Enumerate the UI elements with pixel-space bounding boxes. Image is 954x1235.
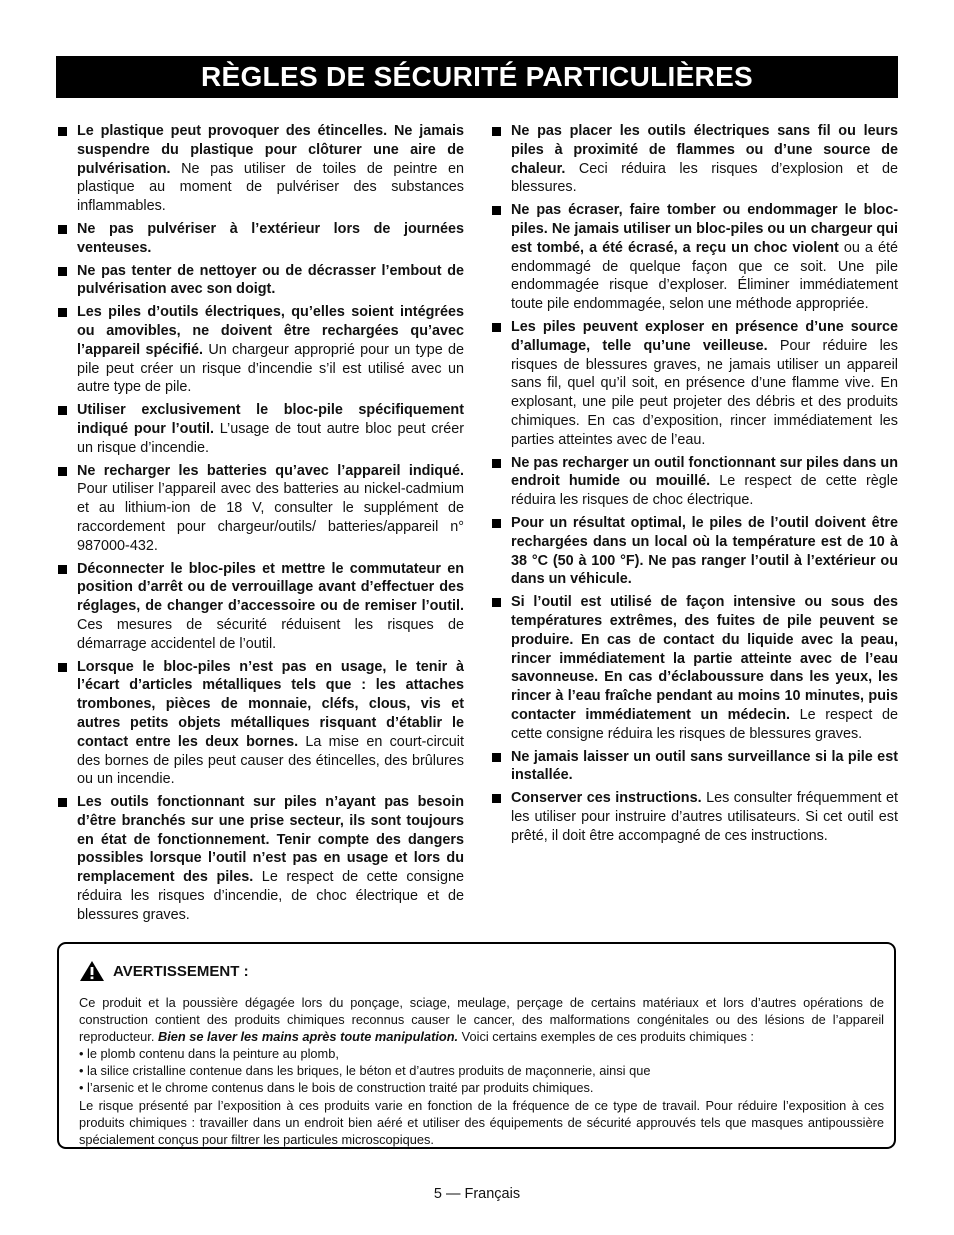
- safety-rule: [56, 560, 464, 654]
- rule-bold-text: Pour un résultat optimal, le piles de l’outil doivent être rechargées dans un local où la température est de 10 à 38 °C (50 à 100 °F). Ne pas ranger l’outil à l’extérieur ou dans un véhicule.: [511, 514, 898, 588]
- warning-title: AVERTISSEMENT :: [113, 962, 249, 980]
- square-bullet-icon: [492, 459, 501, 468]
- safety-rule: [490, 593, 898, 743]
- safety-rule: [56, 262, 464, 300]
- square-bullet-icon: [58, 663, 67, 672]
- rule-bold-text: Ne jamais laisser un outil sans surveillance si la pile est installée.: [511, 748, 898, 784]
- rule-text: Le respect de cette consigne réduira les risques d’incendie, de choc électrique et de blessures graves.: [77, 869, 464, 923]
- square-bullet-icon: [58, 565, 67, 574]
- left-column: [56, 122, 464, 929]
- rule-bold-text: Ne pas tenter de nettoyer ou de décrasser l’embout de pulvérisation avec son doigt.: [77, 262, 464, 298]
- warning-intro: [79, 994, 884, 1045]
- warning-emphasis: Bien se laver les mains après toute manipulation.: [157, 1029, 459, 1045]
- rule-bold-text: Si l’outil est utilisé de façon intensive ou sous des températures extrêmes, des fuites de pile peuvent se produire. En cas de contact du liquide avec la peau, rincer immédiatement la partie atteinte avec de l’eau savonneuse. En cas d’éclaboussure dans les yeux, les rincer à l’eau fraîche pendant au moins 10 minutes, puis contacter immédiatement un médecin.: [511, 594, 898, 723]
- warning-body: [79, 994, 884, 1148]
- rule-bold-text: Les outils fonctionnant sur piles n’ayant pas besoin d’être branchés sur une prise secteur, ils sont toujours en état de fonctionnement. Tenir compte des dangers possibles lorsque l’outil n’est pas en usage et lors du remplacement des piles.: [77, 794, 464, 886]
- page-number: 5 — Français: [433, 1186, 521, 1202]
- safety-rule: [490, 454, 898, 510]
- safety-rule: [490, 748, 898, 786]
- warning-list-item: • la silice cristalline contenue dans les briques, le béton et d’autres produits de maçonnerie, ainsi que: [79, 1063, 651, 1079]
- square-bullet-icon: [58, 127, 67, 136]
- square-bullet-icon: [58, 308, 67, 317]
- square-bullet-icon: [58, 467, 67, 476]
- safety-rule: [490, 789, 898, 845]
- rule-bold-text: Ne pas écraser, faire tomber ou endommager le bloc-piles. Ne jamais utiliser un bloc-piles ou un chargeur qui est tombé, a été écrasé, a reçu un choc violent: [511, 202, 898, 256]
- right-column: [490, 122, 898, 849]
- safety-rule: [56, 401, 464, 457]
- rule-text: ou a été endommagé de quelque façon que ce soit. Une pile endommagée risque d’exploser. Éliminer immédiatement toute pile endommagée, selon une méthode appropriée.: [511, 239, 898, 313]
- rule-text: Ceci réduira les risques d’explosion et de blessures.: [511, 160, 898, 196]
- square-bullet-icon: [58, 225, 67, 234]
- warning-closing: Le risque présenté par l’exposition à ces produits varie en fonction de la fréquence de ce type de travail. Pour réduire l’exposition à ces produits chimiques : travailler dans un endroit bien aéré et utiliser des équipements de sécurité approuvés tels que masques antipoussière spécialement conçus pour filtrer les particules microscopiques.: [79, 1097, 884, 1147]
- rule-bold-text: Le plastique peut provoquer des étincelles. Ne jamais suspendre du plastique pour clôturer une aire de pulvérisation.: [77, 123, 464, 177]
- safety-rule: [56, 122, 464, 216]
- warning-list-item: • l’arsenic et le chrome contenus dans le bois de construction traité par produits chimiques.: [79, 1080, 594, 1096]
- warning-list-item: • le plomb contenu dans la peinture au plomb,: [79, 1046, 339, 1062]
- rule-text: L’usage de tout autre bloc peut créer un risque d’incendie.: [77, 420, 464, 456]
- rule-text: La mise en court-circuit des bornes de piles peut causer des étincelles, des brûlures ou un incendie.: [77, 733, 464, 788]
- safety-rule: [490, 514, 898, 589]
- rule-bold-text: Ne pas recharger un outil fonctionnant sur piles dans un endroit humide ou mouillé.: [511, 454, 899, 490]
- square-bullet-icon: [492, 127, 501, 136]
- warning-intro-text: Ce produit et la poussière dégagée lors du ponçage, sciage, meulage, perçage de certains matériaux et lors d’autres opérations de construction contient des produits chimiques reconnus causer le cancer, des malformations congénitales ou des lésions de l’appareil reproducteur.: [79, 995, 884, 1045]
- safety-rule: [490, 122, 898, 197]
- warning-triangle-icon: [79, 960, 105, 982]
- safety-rule: [56, 220, 464, 258]
- rule-text: Un chargeur approprié pour un type de pile peut créer un risque d’incendie s’il est utilisé avec un autre type de pile.: [77, 341, 465, 396]
- square-bullet-icon: [492, 794, 501, 803]
- page-title: RÈGLES DE SÉCURITÉ PARTICULIÈRES: [200, 61, 754, 92]
- rule-bold-text: Ne pas pulvériser à l’extérieur lors de journées venteuses.: [77, 220, 464, 256]
- square-bullet-icon: [492, 753, 501, 762]
- rule-text: Les consulter fréquemment et les utiliser pour instruire d’autres utilisateurs. Si cet outil est prêté, il doit être accompagné de ces instructions.: [511, 790, 899, 844]
- rule-text: Ne pas utiliser de toiles de peintre en plastique au moment de pulvériser des substances inflammables.: [77, 160, 464, 215]
- safety-rule: [56, 462, 464, 556]
- safety-rule: [490, 201, 898, 314]
- rule-bold-text: Les piles peuvent exploser en présence d’une source d’allumage, telle qu’une veilleuse.: [511, 318, 898, 354]
- square-bullet-icon: [492, 519, 501, 528]
- square-bullet-icon: [58, 798, 67, 807]
- rule-text: Pour utiliser l’appareil avec des batteries au nickel-cadmium et au lithium-ion de 18 V, consulter le supplément de raccordement pour chargeur/outils/ batteries/appareil n° 987000-432.: [77, 481, 464, 554]
- rule-bold-text: Utiliser exclusivement le bloc-pile spécifiquement indiqué pour l’outil.: [77, 402, 464, 437]
- rule-text: Le respect de cette consigne réduira les risques de blessures graves.: [511, 706, 898, 742]
- safety-rule: [56, 658, 464, 790]
- rule-bold-text: Déconnecter le bloc-piles et mettre le commutateur en position d’arrêt ou de verrouillage avant d’effectuer des réglages, de changer d’accessoire ou de remiser l’outil.: [77, 560, 464, 615]
- rule-bold-text: Les piles d’outils électriques, qu’elles soient intégrées ou amovibles, ne doivent être rechargées qu’avec l’appareil spécifié.: [77, 304, 464, 358]
- safety-rule: [56, 793, 464, 925]
- safety-rule: [490, 318, 898, 450]
- square-bullet-icon: [58, 267, 67, 276]
- rule-bold-text: Conserver ces instructions.: [511, 790, 702, 807]
- rule-bold-text: Ne recharger les batteries qu’avec l’appareil indiqué.: [77, 462, 464, 479]
- warning-header: [79, 960, 884, 982]
- rule-text: Pour réduire les risques de blessures graves, ne jamais utiliser un appareil sans fil, quel qu’il soit, en présence d’une flamme vive. En explosant, une pile peut projeter des débris et des produits chimiques. En cas d’exposition, rincer immédiatement les parties atteintes avec de l’eau.: [511, 337, 898, 448]
- rule-text: Le respect de cette règle réduira les risques de choc électrique.: [511, 473, 898, 509]
- square-bullet-icon: [492, 323, 501, 332]
- rule-bold-text: Lorsque le bloc-piles n’est pas en usage, le tenir à l’écart d’articles métalliques tels que : les attaches trombones, pièces de monnaie, cléfs, clous, vis et autres petits objets métalliques risquant d’établir le contact entre les deux bornes.: [77, 658, 464, 750]
- warning-intro-after: Voici certains exemples de ces produits chimiques :: [458, 1029, 754, 1045]
- square-bullet-icon: [58, 406, 67, 415]
- warning-box: [57, 942, 896, 1149]
- safety-rule: [56, 303, 464, 397]
- page-title-banner: [56, 56, 898, 98]
- square-bullet-icon: [492, 598, 501, 607]
- square-bullet-icon: [492, 206, 501, 215]
- rule-text: Ces mesures de sécurité réduisent les risques de démarrage accidentel de l’outil.: [77, 616, 464, 652]
- page-footer: [0, 1186, 954, 1202]
- rule-bold-text: Ne pas placer les outils électriques sans fil ou leurs piles à proximité de flammes ou d’une source de chaleur.: [511, 123, 898, 177]
